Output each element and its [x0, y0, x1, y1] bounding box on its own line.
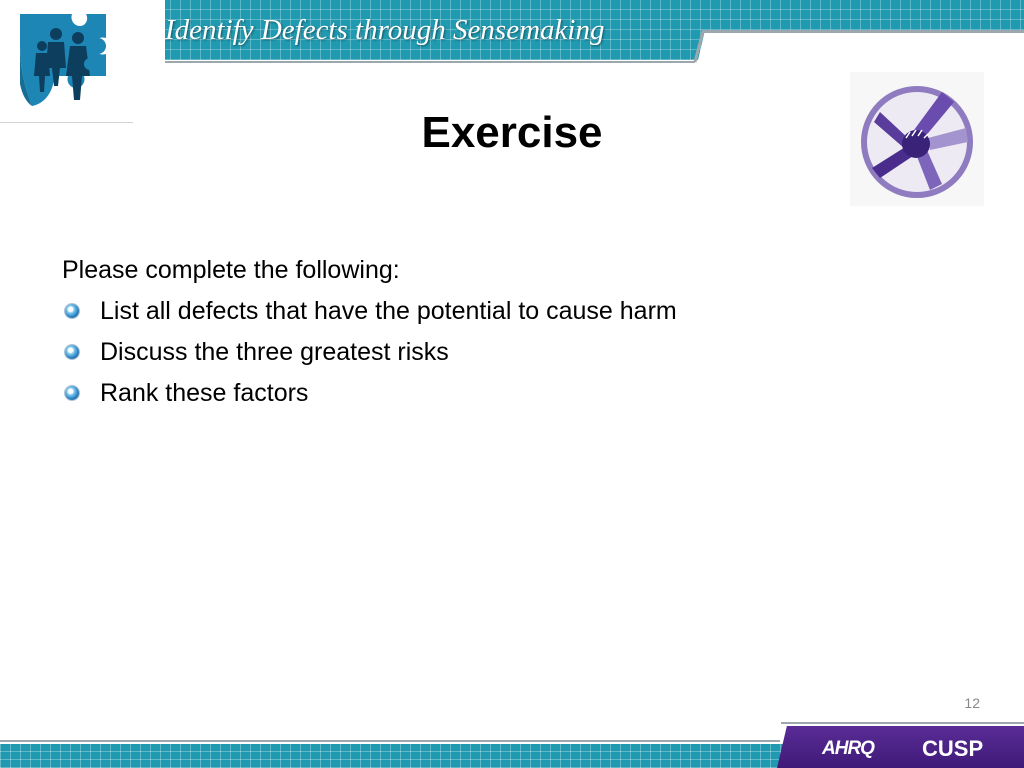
footer-brand-panel	[777, 726, 1024, 768]
bullet-icon	[65, 304, 79, 318]
footer-rule	[0, 740, 780, 742]
header-title: Identify Defects through Sensemaking	[165, 14, 605, 46]
bullet-icon	[65, 345, 79, 359]
logo-box	[0, 0, 165, 122]
puzzle-people-icon	[14, 6, 124, 111]
joined-hands-circle-icon	[850, 72, 984, 206]
list-item	[62, 378, 962, 408]
bullet-list	[62, 296, 962, 408]
bullet-icon	[65, 386, 79, 400]
list-item	[62, 296, 962, 326]
ahrq-logo: AHRQ	[822, 738, 874, 759]
slide-title: Exercise	[421, 108, 603, 157]
bullet-text: List all defects that have the potential to cause harm	[100, 297, 677, 325]
cusp-logo: CUSP	[922, 736, 984, 761]
footer-rule-upper	[781, 722, 1024, 724]
intro-text: Please complete the following:	[62, 256, 400, 284]
list-item	[62, 337, 962, 367]
page-number: 12	[964, 695, 980, 711]
bullet-text: Discuss the three greatest risks	[100, 338, 449, 366]
footer-band	[0, 744, 790, 768]
bullet-text: Rank these factors	[100, 379, 309, 407]
content-body	[62, 255, 962, 419]
